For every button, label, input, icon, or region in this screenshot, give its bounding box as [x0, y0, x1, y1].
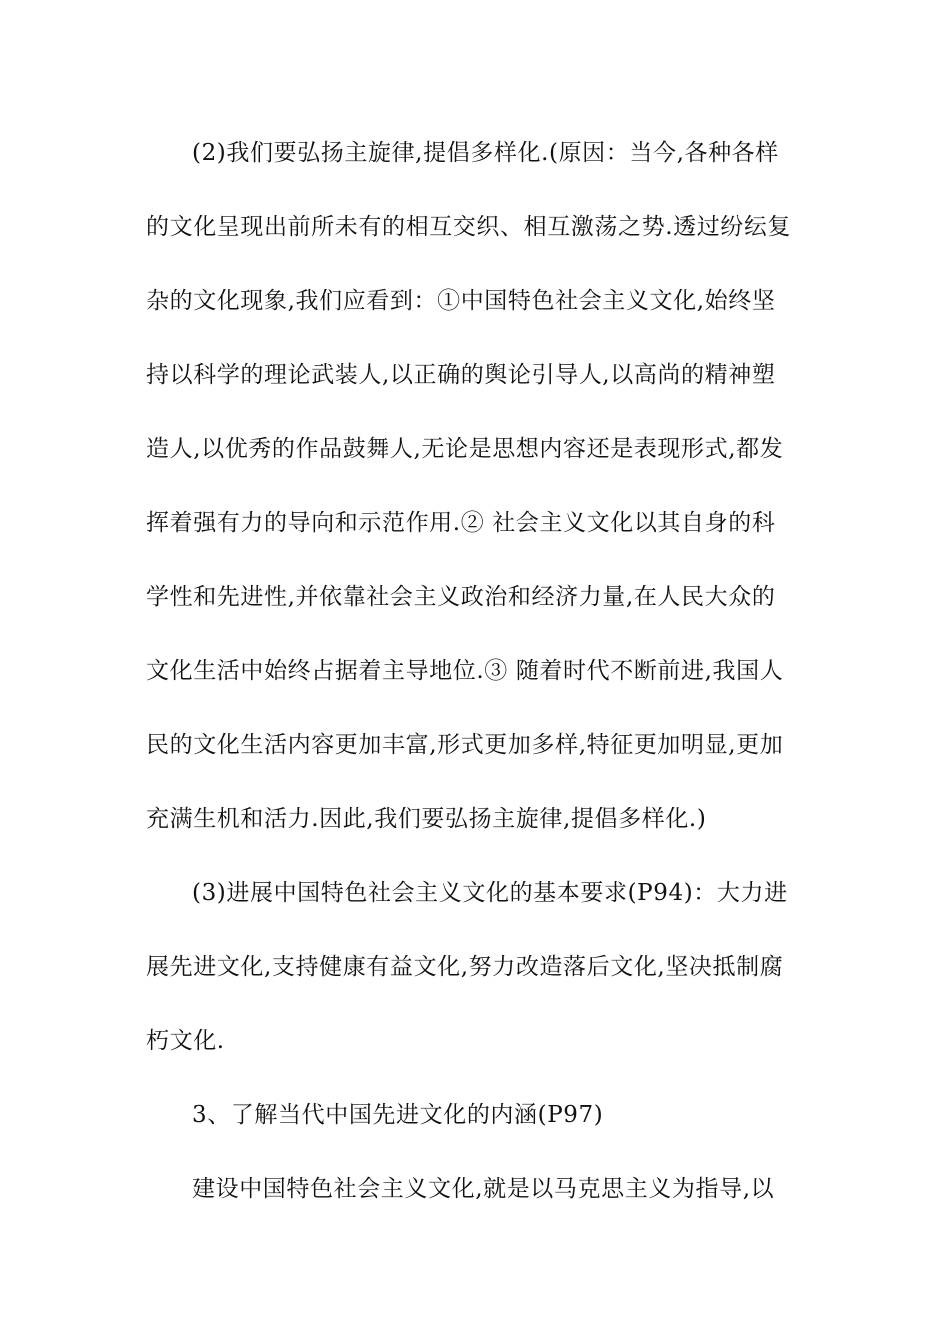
paragraph-2-line-5: 造人,以优秀的作品鼓舞人,无论是思想内容还是表现形式,都发 — [146, 436, 784, 462]
paragraph-2-line-6: 挥着强有力的导向和示范作用.② 社会主义文化以其自身的科 — [146, 510, 776, 536]
paragraph-3-line-2: 展先进文化,支持健康有益文化,努力改造落后文化,坚决抵制腐 — [146, 954, 784, 980]
paragraph-2-line-8: 文化生活中始终占据着主导地位.③ 随着时代不断前进,我国人 — [146, 658, 784, 684]
section-3-heading: 3、了解当代中国先进文化的内涵(P97) — [192, 1102, 604, 1128]
paragraph-2-line-10: 充满生机和活力.因此,我们要弘扬主旋律,提倡多样化.) — [146, 806, 707, 832]
paragraph-2-line-2: 的文化呈现出前所未有的相互交织、相互激荡之势.透过纷纭复 — [146, 214, 792, 240]
paragraph-2-line-7: 学性和先进性,并依靠社会主义政治和经济力量,在人民大众的 — [146, 584, 776, 610]
paragraph-2-line-4: 持以科学的理论武装人,以正确的舆论引导人,以高尚的精神塑 — [146, 362, 776, 388]
paragraph-3-line-1: (3)进展中国特色社会主义文化的基本要求(P94)：大力进 — [192, 880, 788, 906]
paragraph-3-line-3: 朽文化. — [146, 1028, 225, 1054]
paragraph-2-line-9: 民的文化生活内容更加丰富,形式更加多样,特征更加明显,更加 — [146, 732, 784, 758]
paragraph-2-line-3: 杂的文化现象,我们应看到：①中国特色社会主义文化,始终坚 — [146, 288, 776, 314]
paragraph-4-line-1: 建设中国特色社会主义文化,就是以马克思主义为指导,以 — [192, 1176, 775, 1202]
paragraph-2-line-1: (2)我们要弘扬主旋律,提倡多样化.(原因：当今,各种各样 — [192, 140, 779, 166]
